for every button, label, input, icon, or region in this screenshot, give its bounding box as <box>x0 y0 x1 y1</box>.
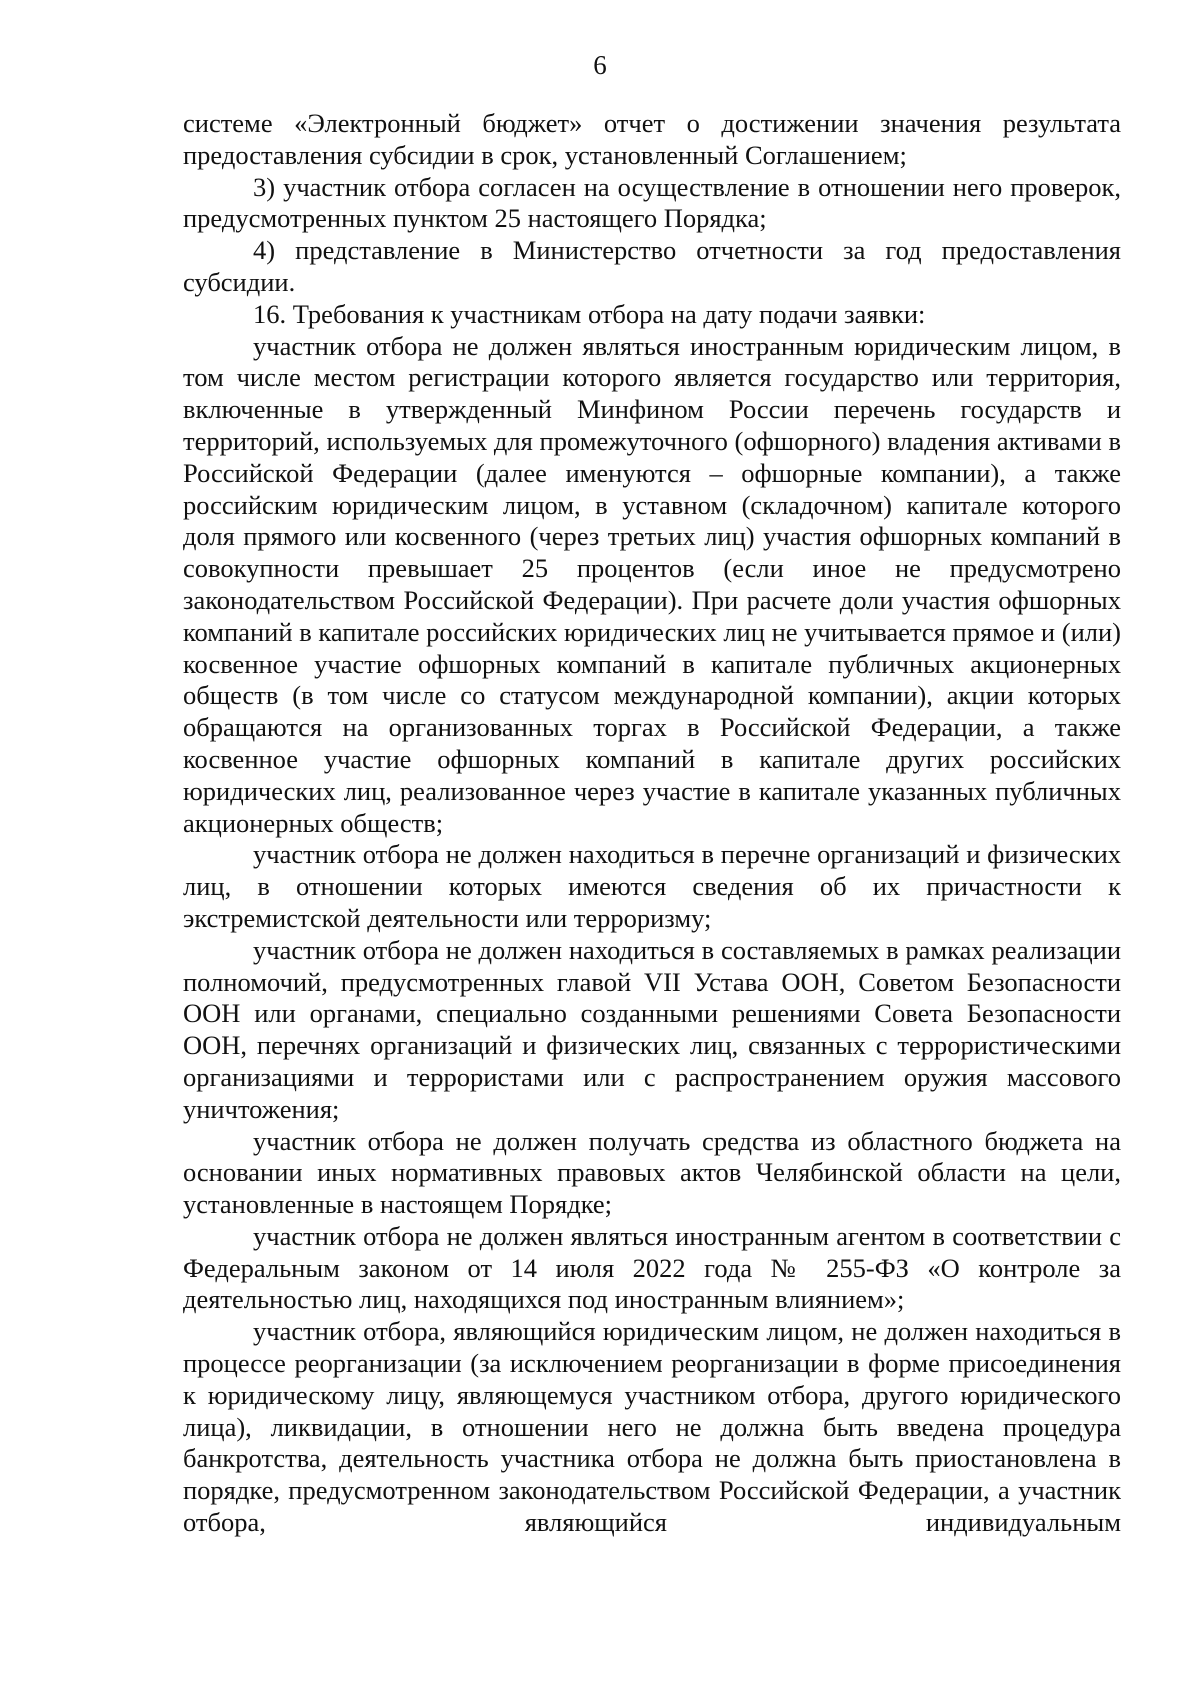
paragraph-reorganization-requirement: участник отбора, являющийся юридическим лицом, не должен находиться в процессе реорганизации (за исключением реорганизации в форме присоединения к юридическому лицу, являющемуся участником отбора, другого юридического лица), ликвидации, в отношении него не должна быть введена процедура банкротства, деятельность участника отбора не должна быть приостановлена в порядке, предусмотренном законодательством Российской Федерации, а участник отбора, являющийся индивидуальным <box>183 1316 1121 1538</box>
document-body <box>183 108 1121 1539</box>
paragraph-offshore-requirement: участник отбора не должен являться иностранным юридическим лицом, в том числе местом регистрации которого является государство или территория, включенные в утвержденный Минфином России перечень государств и территорий, используемых для промежуточного (офшорного) владения активами в Российской Федерации (далее именуются – офшорные компании), а также российским юридическим лицом, в уставном (складочном) капитале которого доля прямого или косвенного (через третьих лиц) участия офшорных компаний в совокупности превышает 25 процентов (если иное не предусмотрено законодательством Российской Федерации). При расчете доли участия офшорных компаний в капитале российских юридических лиц не учитывается прямое и (или) косвенное участие офшорных компаний в капитале публичных акционерных обществ (в том числе со статусом международной компании), акции которых обращаются на организованных торгах в Российской Федерации, а также косвенное участие офшорных компаний в капитале других российских юридических лиц, реализованное через участие в капитале указанных публичных акционерных обществ; <box>183 330 1121 838</box>
page-number: 6 <box>593 50 607 80</box>
paragraph-un-sanctions-requirement: участник отбора не должен находиться в составляемых в рамках реализации полномочий, предусмотренных главой VII Устава ООН, Советом Безопасности ООН или органами, специально созданными решениями Совета Безопасности ООН, перечнях организаций и физических лиц, связанных с террористическими организациями и террористами или с распространением оружия массового уничтожения; <box>183 934 1121 1124</box>
paragraph-extremism-requirement: участник отбора не должен находиться в перечне организаций и физических лиц, в отношении которых имеются сведения об их причастности к экстремистской деятельности или терроризму; <box>183 839 1121 933</box>
paragraph-continuation: системе «Электронный бюджет» отчет о достижении значения результата предоставления субсидии в срок, установленный Соглашением; <box>183 108 1121 170</box>
paragraph-budget-funds-requirement: участник отбора не должен получать средства из областного бюджета на основании иных нормативных правовых актов Челябинской области на цели, установленные в настоящем Порядке; <box>183 1125 1121 1220</box>
paragraph-foreign-agent-requirement: участник отбора не должен являться иностранным агентом в соответствии с Федеральным законом от 14 июля 2022 года № 255-ФЗ «О контроле за деятельностью лиц, находящихся под иностранным влиянием»; <box>183 1220 1121 1315</box>
paragraph-item-3: 3) участник отбора согласен на осуществление в отношении него проверок, предусмотренных пунктом 25 настоящего Порядка; <box>183 171 1121 234</box>
paragraph-item-4: 4) представление в Министерство отчетности за год предоставления субсидии. <box>183 235 1121 297</box>
paragraph-section-16-heading: 16. Требования к участникам отбора на дату подачи заявки: <box>253 298 926 329</box>
